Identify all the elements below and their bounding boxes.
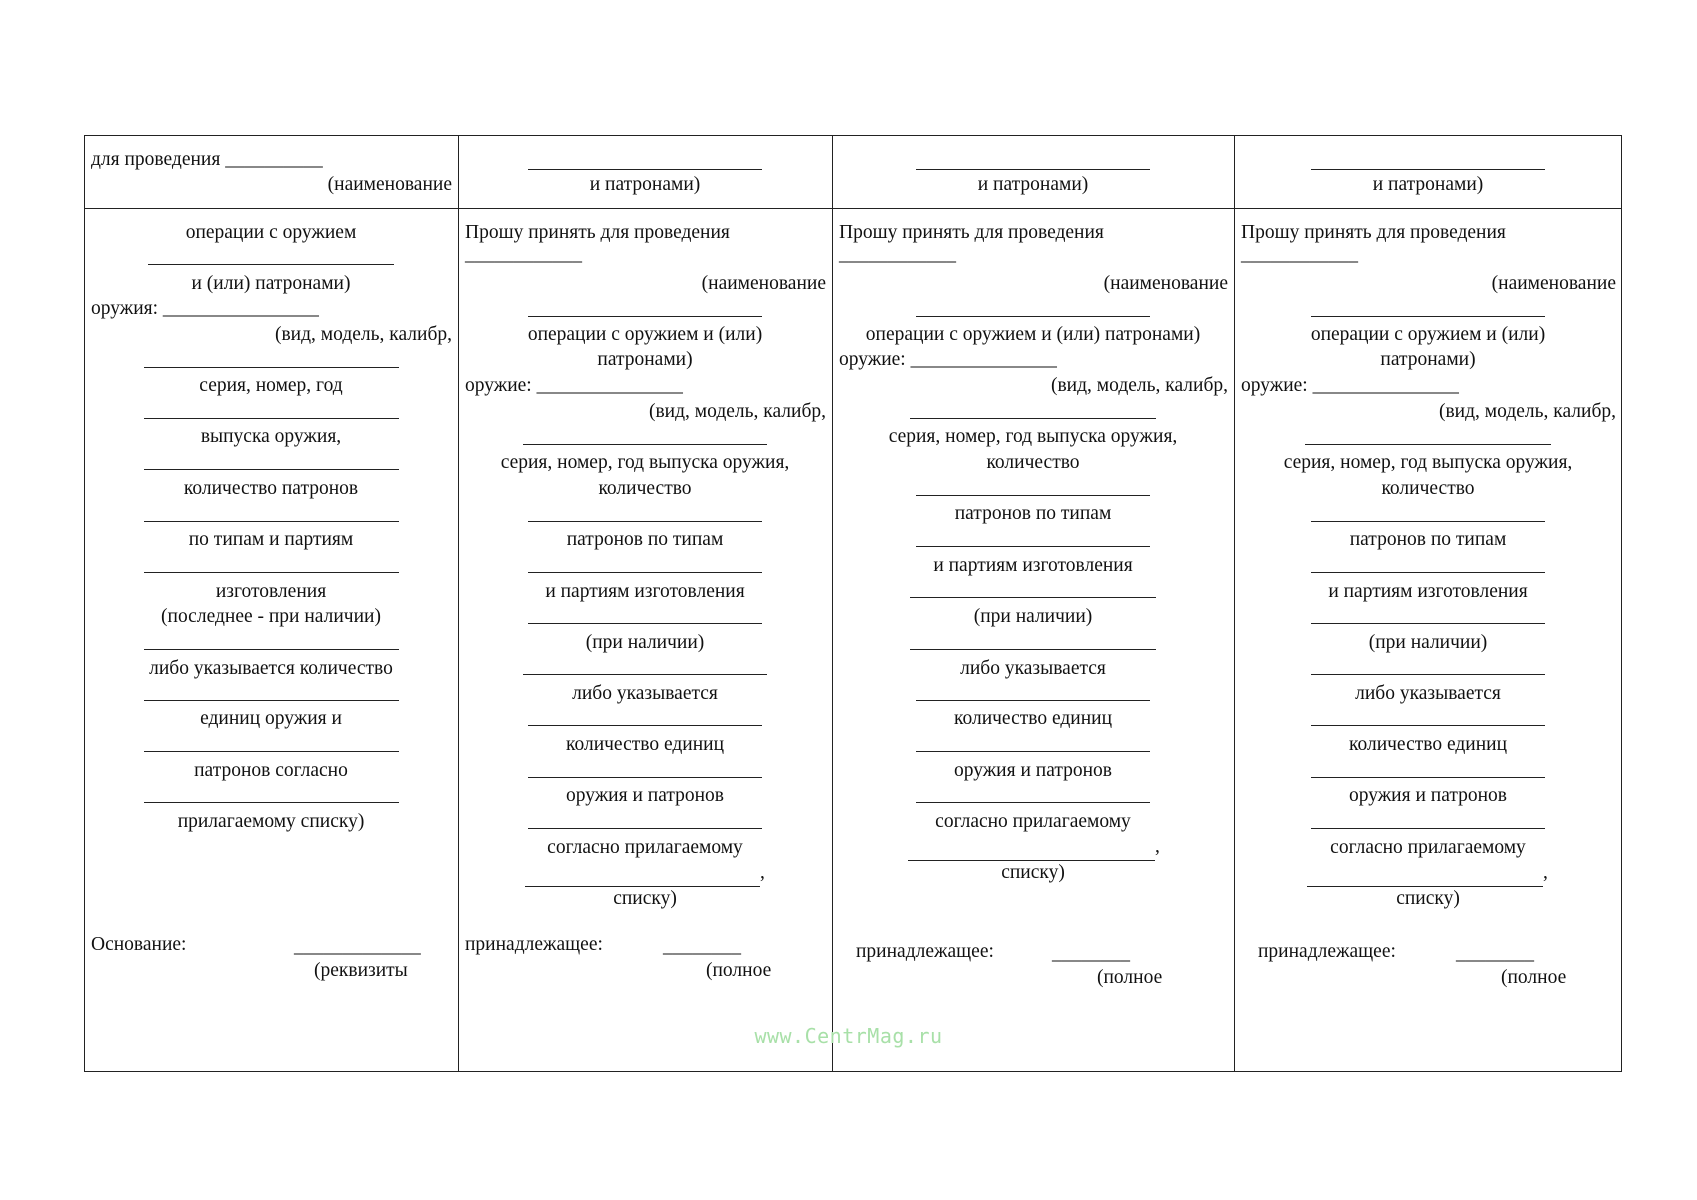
- body-line: прилагаемому списку): [177, 811, 365, 832]
- body-line: (при наличии): [585, 632, 705, 653]
- blank-line: [528, 828, 762, 829]
- body-line: патронов по типам: [1349, 529, 1507, 550]
- body-line: согласно прилагаемому: [935, 811, 1131, 832]
- owner-sub: (полное: [1097, 967, 1163, 988]
- body-line: Прошу принять для проведения: [465, 222, 730, 243]
- body-line: (при наличии): [973, 606, 1093, 627]
- body-line: либо указывается количество: [149, 658, 393, 679]
- body-line: и партиям изготовления: [1328, 581, 1528, 602]
- blank-line: [1311, 521, 1545, 522]
- body-line: серия, номер, год выпуска оружия,: [500, 452, 790, 473]
- blank-line: [144, 700, 399, 701]
- body-line: (наименование: [1491, 273, 1616, 294]
- body-line: либо указывается: [572, 683, 718, 704]
- body-line: (вид, модель, калибр,: [274, 324, 452, 345]
- blank-line: [1311, 316, 1545, 317]
- owner-sub: (полное: [706, 960, 772, 981]
- body-line: Прошу принять для проведения: [839, 222, 1104, 243]
- column-3-body: [832, 208, 1234, 1072]
- blank-line: [144, 649, 399, 650]
- blank-line: [144, 802, 399, 803]
- body-line: патронов по типам: [954, 503, 1112, 524]
- body-line: операции с оружием и (или): [527, 324, 763, 345]
- blank-line: [144, 469, 399, 470]
- blank-line: [528, 572, 762, 573]
- body-line: и партиям изготовления: [545, 581, 745, 602]
- body-line: серия, номер, год: [199, 375, 343, 396]
- blank-line: [910, 649, 1156, 650]
- blank-line: [523, 444, 767, 445]
- head-text: и патронами): [977, 174, 1089, 195]
- blank-line: [528, 521, 762, 522]
- body-line: ____________: [465, 244, 582, 265]
- body-line: либо указывается: [960, 658, 1106, 679]
- column-1-header: [84, 135, 458, 208]
- body-line: списку): [1001, 862, 1065, 883]
- body-line: серия, номер, год выпуска оружия,: [1283, 452, 1573, 473]
- body-line: оружия и патронов: [953, 760, 1113, 781]
- body-line: ____________: [839, 244, 956, 265]
- body-line: (вид, модель, калибр,: [648, 401, 826, 422]
- body-line: списку): [1396, 888, 1460, 909]
- body-line: (вид, модель, калибр,: [1050, 375, 1228, 396]
- blank-line: [1311, 674, 1545, 675]
- body-line: согласно прилагаемому: [1330, 837, 1526, 858]
- blank-line: [144, 572, 399, 573]
- body-line: оружие: _______________: [1241, 375, 1459, 396]
- body-line: оружия и патронов: [565, 785, 725, 806]
- body-line: количество единиц: [565, 734, 725, 755]
- blank-line: [1305, 444, 1551, 445]
- body-line: оружие: _______________: [839, 349, 1057, 370]
- body-line: патронами): [1380, 349, 1476, 370]
- column-2-body: [458, 208, 832, 1072]
- body-line: согласно прилагаемому: [547, 837, 743, 858]
- blank-line: [916, 546, 1150, 547]
- blank-line: [523, 674, 767, 675]
- blank-line: [144, 418, 399, 419]
- body-line: ____________: [1241, 244, 1358, 265]
- body-line: (наименование: [701, 273, 826, 294]
- blank-line: [528, 623, 762, 624]
- body-line: патронов по типам: [566, 529, 724, 550]
- body-line: (наименование: [1103, 273, 1228, 294]
- comma: ,: [1543, 862, 1548, 883]
- body-line: и партиям изготовления: [933, 555, 1133, 576]
- blank-line: [528, 316, 762, 317]
- blank-line: [1311, 572, 1545, 573]
- body-line: оружие: _______________: [465, 375, 683, 396]
- body-line: количество: [1381, 478, 1475, 499]
- body-line: количество: [598, 478, 692, 499]
- blank-line: [916, 169, 1150, 170]
- blank-line: [1311, 623, 1545, 624]
- column-1-body: [84, 208, 458, 1072]
- owner-blank: ________: [1456, 943, 1534, 964]
- column-4-body: [1234, 208, 1622, 1072]
- body-line: патронов согласно: [194, 760, 348, 781]
- body-line: (при наличии): [1368, 632, 1488, 653]
- blank-line: [916, 700, 1150, 701]
- comma: ,: [1155, 836, 1160, 857]
- owner-sub: (полное: [1501, 967, 1567, 988]
- head-text: и патронами): [589, 174, 701, 195]
- blank-line: [910, 418, 1156, 419]
- column-3-header: [832, 135, 1234, 208]
- body-line: оружия: ________________: [91, 298, 319, 319]
- owner-blank: ________: [1052, 943, 1130, 964]
- blank-line: [916, 802, 1150, 803]
- basis-sub: (реквизиты: [314, 960, 408, 981]
- blank-line: [1311, 828, 1545, 829]
- body-line: Прошу принять для проведения: [1241, 222, 1506, 243]
- body-line: единиц оружия и: [200, 708, 342, 729]
- column-1: [84, 135, 458, 1072]
- blank-line: [1311, 777, 1545, 778]
- blank-line: [528, 777, 762, 778]
- column-2-header: [458, 135, 832, 208]
- owner-label: принадлежащее:: [1258, 941, 1396, 962]
- blank-line: [916, 495, 1150, 496]
- blank-line: [1311, 169, 1545, 170]
- watermark: www.CentrMag.ru: [754, 1024, 943, 1048]
- owner-blank: ________: [663, 936, 741, 957]
- body-line: количество: [986, 452, 1080, 473]
- blank-line: [908, 860, 1155, 861]
- blank-line: [910, 597, 1156, 598]
- basis-blank: _____________: [294, 936, 421, 957]
- column-2: [458, 135, 832, 1072]
- basis-label: Основание:: [91, 934, 187, 955]
- blank-line: [916, 751, 1150, 752]
- body-line: и (или) патронами): [191, 273, 351, 294]
- body-line: оружия и патронов: [1348, 785, 1508, 806]
- body-line: операции с оружием и (или): [1310, 324, 1546, 345]
- comma: ,: [760, 862, 765, 883]
- blank-line: [1311, 725, 1545, 726]
- body-line: количество единиц: [1348, 734, 1508, 755]
- owner-label: принадлежащее:: [856, 941, 994, 962]
- head-text: и патронами): [1372, 174, 1484, 195]
- body-line: (последнее - при наличии): [161, 606, 381, 627]
- blank-line: [916, 316, 1150, 317]
- blank-line: [144, 521, 399, 522]
- blank-line: [144, 367, 399, 368]
- body-line: операции с оружием и (или) патронами): [865, 324, 1201, 345]
- blank-line: [528, 725, 762, 726]
- body-line: по типам и партиям: [188, 529, 354, 550]
- body-line: выпуска оружия,: [200, 426, 342, 447]
- body-line: (вид, модель, калибр,: [1438, 401, 1616, 422]
- head-text-2: (наименование: [327, 174, 452, 195]
- blank-line: [1307, 886, 1543, 887]
- blank-line: [525, 886, 760, 887]
- blank-line: [144, 751, 399, 752]
- body-line: количество патронов: [183, 478, 359, 499]
- body-line: списку): [613, 888, 677, 909]
- body-line: операции с оружием: [185, 222, 357, 243]
- head-text-1: для проведения __________: [91, 149, 323, 170]
- blank-line: [528, 169, 762, 170]
- owner-label: принадлежащее:: [465, 934, 603, 955]
- body-line: количество единиц: [953, 708, 1113, 729]
- blank-line: [148, 264, 394, 265]
- body-line: серия, номер, год выпуска оружия,: [888, 426, 1178, 447]
- body-line: изготовления: [215, 581, 327, 602]
- column-3: [832, 135, 1234, 1072]
- column-4: [1234, 135, 1622, 1072]
- body-line: патронами): [597, 349, 693, 370]
- column-4-header: [1234, 135, 1622, 208]
- body-line: либо указывается: [1355, 683, 1501, 704]
